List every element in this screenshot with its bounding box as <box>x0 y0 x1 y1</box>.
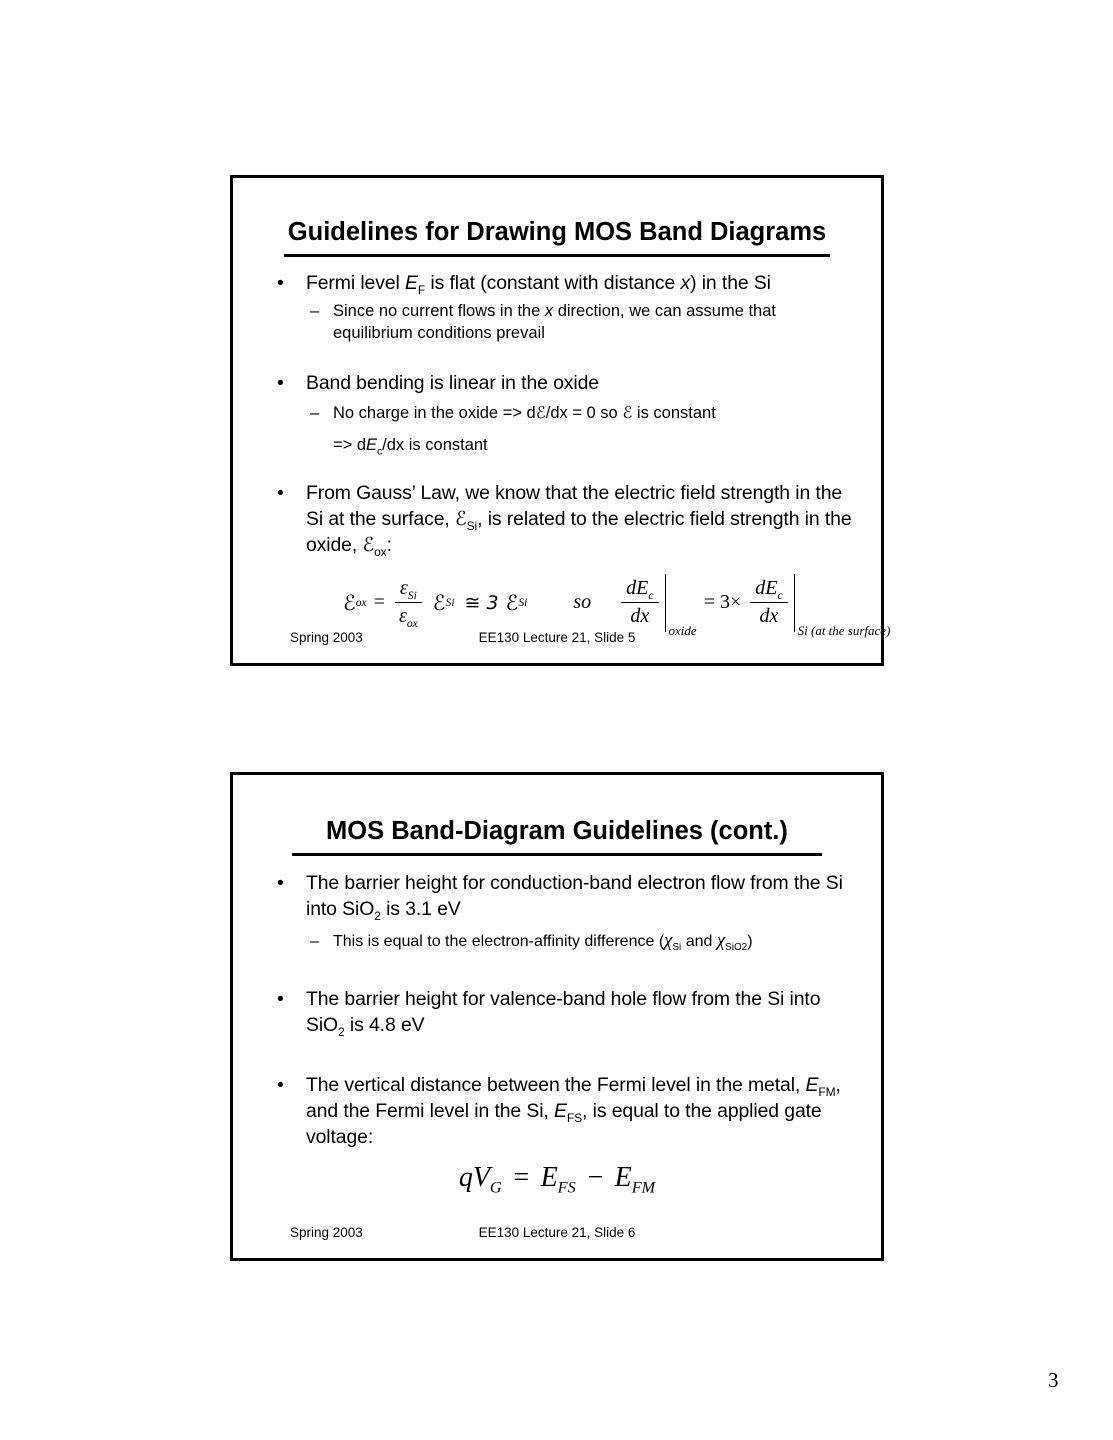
slide-footer <box>233 630 881 645</box>
subscript: c <box>648 589 654 603</box>
text-run: => d <box>333 435 367 454</box>
derivative-oxide <box>619 574 697 638</box>
text-run: is 4.8 eV <box>344 1013 425 1036</box>
subscript: FS <box>566 1110 583 1125</box>
bullet-marker: • <box>277 481 284 504</box>
subbullet-text <box>333 402 859 424</box>
subscript: 2 <box>374 908 381 923</box>
text-run: , is equal to the applied gate voltage: <box>306 1099 822 1148</box>
bullet-text <box>306 986 853 1038</box>
footer-date: Spring 2003 <box>290 630 363 645</box>
variable: dx <box>630 605 650 628</box>
bullet-gauss-law <box>277 480 853 558</box>
chi-symbol: χ <box>664 929 673 951</box>
evaluation-subscript: Si (at the surface) <box>797 622 891 638</box>
dash-marker: – <box>310 932 319 950</box>
subbullet-dec-dx <box>310 434 859 456</box>
bullet-marker: • <box>277 271 284 294</box>
text-run: is flat (constant with distance <box>425 271 681 294</box>
text-run: is constant <box>632 403 716 422</box>
indent-spacer <box>310 434 333 456</box>
subscript: Si <box>407 589 417 603</box>
text-run: : <box>386 533 392 556</box>
equals-sign: = <box>373 591 385 614</box>
evaluation-subscript: oxide <box>668 622 697 638</box>
epsilon-symbol: ε <box>399 577 408 600</box>
slide-5 <box>230 175 891 666</box>
permittivity-fraction <box>394 577 423 631</box>
evaluation-bar <box>665 574 666 632</box>
minus-sign: − <box>585 1161 605 1193</box>
bullet-marker: • <box>277 987 284 1010</box>
subbullet-text <box>333 434 859 456</box>
bullet-marker: • <box>277 371 284 394</box>
bullet-fermi-level <box>277 270 853 296</box>
slide-title-row <box>233 817 881 856</box>
subscript: c <box>377 446 383 458</box>
text-run: This is equal to the electron-affinity difference ( <box>333 932 665 950</box>
subscript: ox <box>406 617 418 631</box>
derivative-fraction <box>621 577 658 628</box>
gate-voltage-equation <box>233 1161 881 1197</box>
approx-equal: ≅ 3 <box>464 591 499 614</box>
bullet-text <box>306 370 853 396</box>
footer-slide-label: EE130 Lecture 21, Slide 5 <box>478 630 636 645</box>
text-run: is 3.1 eV <box>380 897 461 920</box>
script-e-symbol: ℰ <box>362 532 375 556</box>
variable: dx <box>759 605 779 628</box>
bullet-hole-barrier <box>277 986 853 1038</box>
bullet-fermi-distance <box>277 1072 853 1150</box>
fraction-denominator <box>394 603 423 631</box>
subscript: FM <box>818 1084 836 1099</box>
text-run: The barrier height for valence-band hole flow from the Si into SiO <box>306 987 821 1036</box>
subbullet-no-current <box>310 300 859 344</box>
fraction-numerator <box>621 577 658 603</box>
slide-title: MOS Band-Diagram Guidelines (cont.) <box>292 817 822 856</box>
field-relation-equation: ℰ ox = $\frac{\varepsilon_{Si}}{\varepsilon_{ox}}$ ℰ Si ≅ 3 ℰ Si so $\frac{dE_c}{dx}$ oxide = 3× $\frac{dE_c}{dx}$ Si (at the surface) <box>343 574 881 632</box>
dash-marker: – <box>310 301 320 320</box>
variable: E <box>805 1073 819 1096</box>
text-run: ) in the Si <box>690 271 771 294</box>
bullet-marker: • <box>277 871 284 894</box>
text-run: direction, we can assume that equilibrium conditions prevail <box>333 301 776 342</box>
equals-sign: = <box>511 1161 531 1193</box>
text-run: , and the Fermi level in the Si, <box>306 1073 841 1122</box>
fraction-denominator <box>625 603 654 628</box>
derivative-si <box>748 574 891 638</box>
variable: E <box>366 435 378 454</box>
subscript: Si <box>466 518 478 533</box>
subscript: FM <box>631 1178 656 1197</box>
dash-marker: – <box>310 403 320 422</box>
fraction-numerator <box>750 577 787 603</box>
variable: qV <box>458 1161 490 1193</box>
subscript: Si <box>672 941 682 953</box>
script-e-symbol: ℰ <box>455 506 467 530</box>
bullet-text <box>306 1072 853 1150</box>
variable: E <box>405 271 418 294</box>
variable: dE <box>755 577 778 600</box>
slide-title-row <box>233 218 881 257</box>
text-run: Band bending is linear in the oxide <box>306 371 599 394</box>
fraction-numerator <box>395 577 422 603</box>
slide-footer <box>233 1225 881 1240</box>
subscript: F <box>417 282 426 297</box>
text-run: Fermi level <box>306 271 406 294</box>
bullet-text <box>306 480 853 558</box>
subscript: G <box>489 1178 502 1197</box>
bullet-band-bending <box>277 370 853 396</box>
page-number: 3 <box>1048 1368 1059 1392</box>
text-run: , is related to the electric field strength in the oxide, <box>306 507 852 556</box>
chi-symbol: χ <box>716 929 726 951</box>
variable: E <box>540 1161 558 1193</box>
script-e-symbol: ℰ <box>505 590 519 615</box>
subbullet-text <box>333 931 859 952</box>
text-run: /dx is constant <box>382 435 488 454</box>
variable: dE <box>626 577 649 600</box>
script-e-symbol: ℰ <box>535 402 546 422</box>
subscript: c <box>777 589 783 603</box>
variable: x <box>544 301 554 320</box>
text-run: and <box>681 932 717 950</box>
subscript: SiO2 <box>725 941 748 953</box>
so-word: so <box>573 591 592 614</box>
fraction-denominator <box>754 603 783 628</box>
bullet-text <box>306 270 853 296</box>
derivative-fraction <box>750 577 787 628</box>
text-run: /dx = 0 so <box>545 403 623 422</box>
bullet-electron-barrier <box>277 870 853 922</box>
text-run: The barrier height for conduction-band electron flow from the Si into SiO <box>306 871 843 920</box>
subbullet-electron-affinity <box>310 931 859 952</box>
text-run: From Gauss’ Law, we know that the electric field strength in the Si at the surface, <box>306 481 843 530</box>
variable: E <box>554 1099 567 1122</box>
script-e-symbol: ℰ <box>622 402 633 422</box>
subscript: 2 <box>338 1024 345 1039</box>
subscript: FS <box>557 1178 576 1197</box>
text-run: Since no current flows in the <box>333 301 545 320</box>
script-e-symbol: ℰ <box>343 590 356 615</box>
variable: E <box>614 1161 632 1193</box>
footer-date: Spring 2003 <box>290 1225 363 1240</box>
subbullet-no-charge <box>310 402 859 424</box>
script-e-symbol: ℰ <box>432 590 446 615</box>
subbullet-text <box>333 300 859 344</box>
slide-6 <box>230 772 884 1261</box>
text-run: No charge in the oxide => d <box>333 403 536 422</box>
slide-title: Guidelines for Drawing MOS Band Diagrams <box>284 218 830 257</box>
evaluation-bar <box>794 574 795 632</box>
bullet-marker: • <box>277 1073 284 1096</box>
bullet-text <box>306 870 853 922</box>
text-run: The vertical distance between the Fermi level in the metal, <box>306 1073 806 1096</box>
subscript: ox <box>374 544 387 559</box>
equals-3x: = 3× <box>703 591 742 614</box>
variable: x <box>680 271 691 294</box>
text-run: ) <box>747 932 753 950</box>
epsilon-symbol: ε <box>398 605 407 628</box>
footer-slide-label: EE130 Lecture 21, Slide 6 <box>478 1225 636 1240</box>
